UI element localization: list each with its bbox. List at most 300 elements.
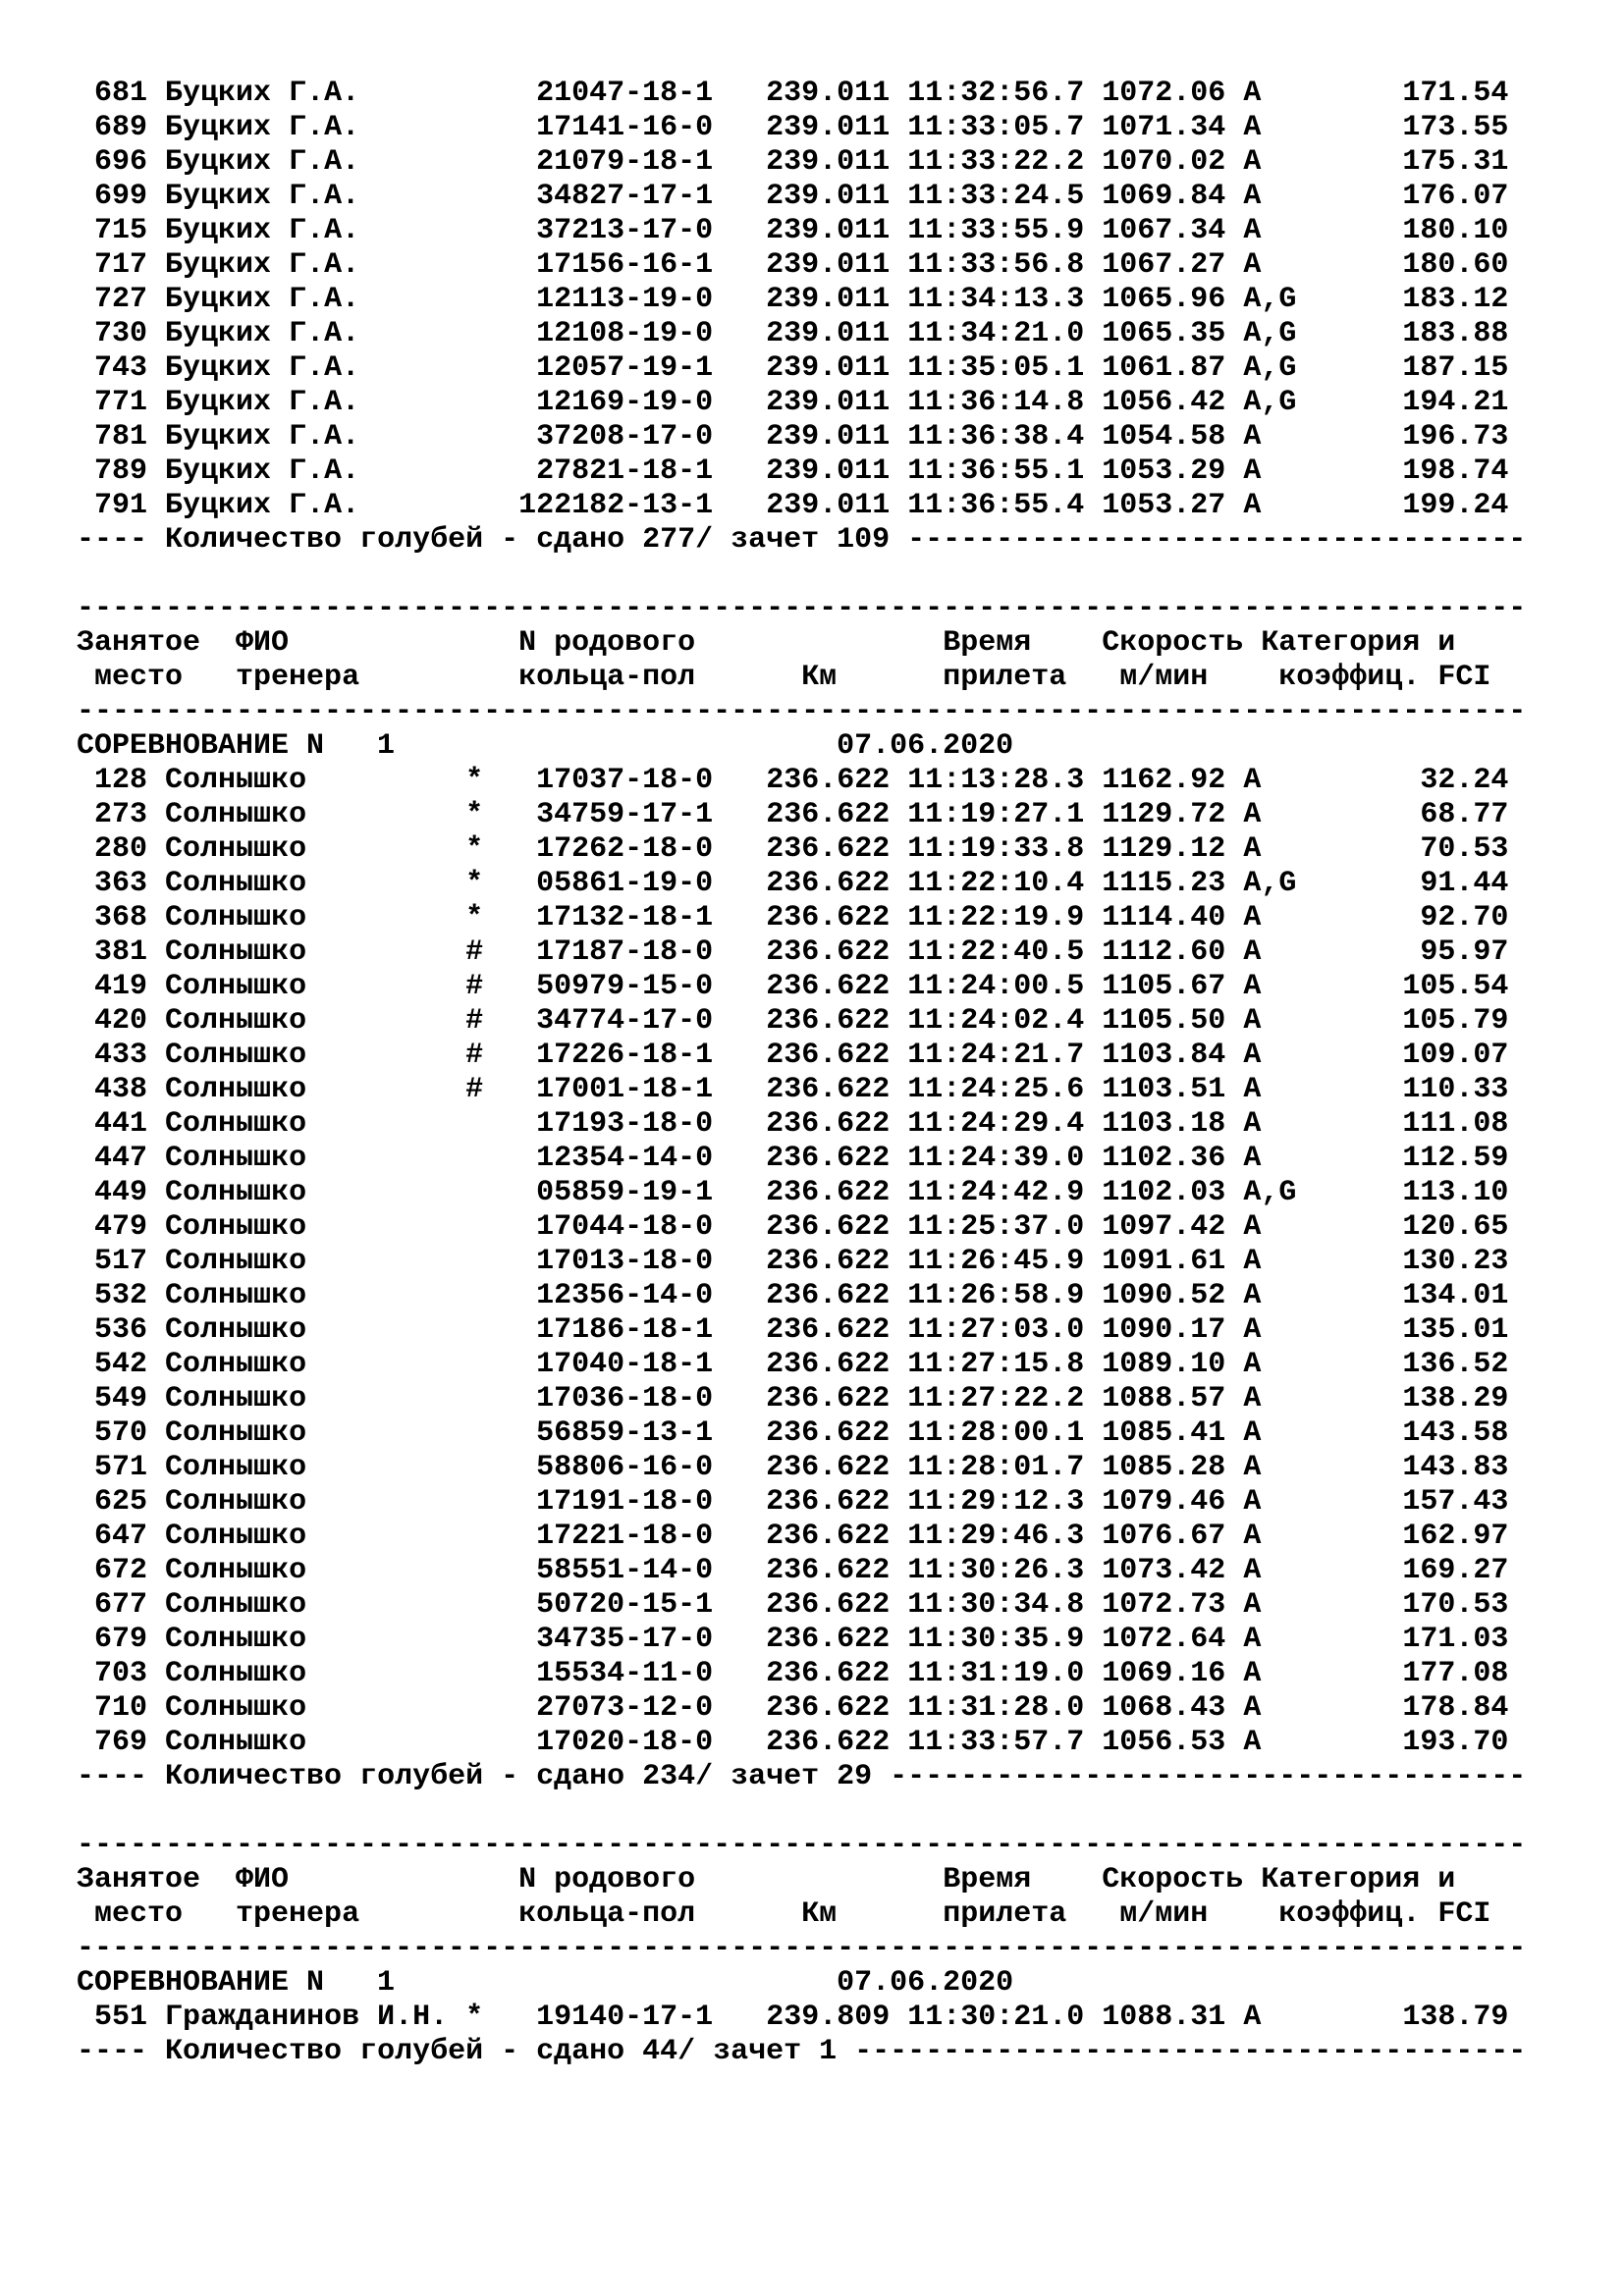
row-category: A <box>1243 1039 1315 1072</box>
table-row <box>77 1485 1526 1520</box>
table-row <box>77 1588 1526 1623</box>
row-ring: 37208-17-0 <box>536 420 714 454</box>
col-speed-header: м/мин <box>1119 1897 1209 1931</box>
row-place: 368 <box>94 901 148 934</box>
row-category: A <box>1243 145 1315 179</box>
row-place: 551 <box>94 2001 148 2034</box>
row-km: 239.011 <box>766 351 891 385</box>
row-km: 236.622 <box>766 1451 891 1484</box>
row-coefficient: 134.01 <box>1402 1279 1509 1312</box>
row-coefficient: 171.03 <box>1402 1623 1509 1656</box>
row-ring: 05861-19-0 <box>536 867 714 900</box>
row-ring: 34827-17-1 <box>536 180 714 213</box>
row-speed: 1097.42 <box>1102 1210 1226 1244</box>
table-header-line-2 <box>77 661 1526 695</box>
row-speed: 1115.23 <box>1102 867 1226 900</box>
table-row <box>77 145 1526 180</box>
summary-line <box>77 2035 1526 2069</box>
row-place: 689 <box>94 111 148 144</box>
row-time: 11:24:21.7 <box>907 1039 1085 1072</box>
row-speed: 1114.40 <box>1102 901 1226 934</box>
row-time: 11:26:58.9 <box>907 1279 1085 1312</box>
row-place: 438 <box>94 1073 148 1106</box>
row-trainer: Буцких Г.А. <box>165 111 360 144</box>
col-speed-header: Скорость <box>1102 626 1244 660</box>
col-ring-header: кольца-пол <box>518 661 696 694</box>
row-speed: 1068.43 <box>1102 1691 1226 1725</box>
table-row <box>77 1142 1526 1176</box>
row-trainer: Солнышко <box>165 1313 307 1347</box>
row-time: 11:22:40.5 <box>907 935 1085 969</box>
row-speed: 1085.28 <box>1102 1451 1226 1484</box>
row-km: 239.011 <box>766 420 891 454</box>
row-km: 236.622 <box>766 764 891 797</box>
row-trainer: Солнышко <box>165 1142 307 1175</box>
row-km: 236.622 <box>766 970 891 1003</box>
row-km: 239.011 <box>766 454 891 488</box>
row-time: 11:29:12.3 <box>907 1485 1085 1519</box>
row-trainer: Солнышко <box>165 1176 307 1209</box>
row-category: A,G <box>1243 283 1315 316</box>
row-place: 280 <box>94 832 148 866</box>
row-category: A <box>1243 77 1315 110</box>
row-place: 447 <box>94 1142 148 1175</box>
row-place: 449 <box>94 1176 148 1209</box>
row-mark: # <box>465 970 484 1003</box>
row-km: 236.622 <box>766 1657 891 1690</box>
row-mark: # <box>465 1004 484 1038</box>
row-km: 239.011 <box>766 145 891 179</box>
row-coefficient: 92.70 <box>1420 901 1509 934</box>
row-km: 236.622 <box>766 1623 891 1656</box>
row-ring: 17193-18-0 <box>536 1107 714 1141</box>
row-time: 11:24:25.6 <box>907 1073 1085 1106</box>
table-row <box>77 1176 1526 1210</box>
row-category: A <box>1243 970 1315 1003</box>
row-category: A,G <box>1243 1176 1315 1209</box>
row-speed: 1069.16 <box>1102 1657 1226 1690</box>
row-place: 769 <box>94 1726 148 1759</box>
row-category: A <box>1243 2001 1315 2034</box>
row-trainer: Солнышко <box>165 867 307 900</box>
col-place-header: Занятое <box>77 626 201 660</box>
row-speed: 1162.92 <box>1102 764 1226 797</box>
pigeon-count-summary: Количество голубей - сдано 277/ зачет 109 <box>165 523 891 557</box>
row-mark: # <box>465 935 484 969</box>
row-category: A,G <box>1243 351 1315 385</box>
table-row <box>77 180 1526 214</box>
row-category: A <box>1243 111 1315 144</box>
row-trainer: Буцких Г.А. <box>165 180 360 213</box>
row-category: A <box>1243 1726 1315 1759</box>
row-trainer: Солнышко <box>165 1554 307 1587</box>
competition-date: 07.06.2020 <box>837 1966 1014 2000</box>
table-row <box>77 1039 1526 1073</box>
row-trainer: Буцких Г.А. <box>165 386 360 419</box>
row-coefficient: 138.29 <box>1402 1382 1509 1415</box>
summary-dash: -------------------------------------- <box>854 2035 1527 2068</box>
row-coefficient: 157.43 <box>1402 1485 1509 1519</box>
row-category: A <box>1243 1520 1315 1553</box>
row-coefficient: 162.97 <box>1402 1520 1509 1553</box>
report-sheet <box>77 77 1526 2069</box>
col-time-header: Время <box>943 626 1032 660</box>
row-speed: 1103.51 <box>1102 1073 1226 1106</box>
row-speed: 1065.96 <box>1102 283 1226 316</box>
row-ring: 17191-18-0 <box>536 1485 714 1519</box>
row-place: 419 <box>94 970 148 1003</box>
row-time: 11:27:03.0 <box>907 1313 1085 1347</box>
row-km: 236.622 <box>766 832 891 866</box>
row-ring: 17132-18-1 <box>536 901 714 934</box>
row-time: 11:33:22.2 <box>907 145 1085 179</box>
row-km: 236.622 <box>766 1416 891 1450</box>
row-ring: 27821-18-1 <box>536 454 714 488</box>
table-row <box>77 420 1526 454</box>
row-place: 771 <box>94 386 148 419</box>
table-row <box>77 1210 1526 1245</box>
table-row <box>77 798 1526 832</box>
col-category-header: Категория и <box>1261 1863 1456 1896</box>
row-ring: 50720-15-1 <box>536 1588 714 1622</box>
row-place: 571 <box>94 1451 148 1484</box>
table-row <box>77 1726 1526 1760</box>
row-trainer: Буцких Г.А. <box>165 214 360 247</box>
row-time: 11:24:42.9 <box>907 1176 1085 1209</box>
row-speed: 1069.84 <box>1102 180 1226 213</box>
row-km: 236.622 <box>766 1176 891 1209</box>
row-trainer: Солнышко <box>165 1451 307 1484</box>
row-place: 743 <box>94 351 148 385</box>
row-ring: 37213-17-0 <box>536 214 714 247</box>
row-category: A <box>1243 1451 1315 1484</box>
divider: ---------------------------------------------------------------------------------- <box>77 695 1527 728</box>
row-km: 236.622 <box>766 1142 891 1175</box>
row-speed: 1073.42 <box>1102 1554 1226 1587</box>
row-ring: 05859-19-1 <box>536 1176 714 1209</box>
row-category: A <box>1243 832 1315 866</box>
row-ring: 27073-12-0 <box>536 1691 714 1725</box>
row-place: 791 <box>94 489 148 522</box>
row-ring: 17001-18-1 <box>536 1073 714 1106</box>
col-trainer-header: тренера <box>236 1897 360 1931</box>
row-ring: 17221-18-0 <box>536 1520 714 1553</box>
row-trainer: Солнышко <box>165 798 307 831</box>
row-time: 11:33:57.7 <box>907 1726 1085 1759</box>
row-category: A <box>1243 1004 1315 1038</box>
row-coefficient: 199.24 <box>1402 489 1509 522</box>
row-km: 236.622 <box>766 798 891 831</box>
col-place-header: место <box>94 661 184 694</box>
table-row <box>77 901 1526 935</box>
row-speed: 1053.27 <box>1102 489 1226 522</box>
table-row <box>77 1245 1526 1279</box>
row-coefficient: 178.84 <box>1402 1691 1509 1725</box>
competition-line <box>77 729 1526 764</box>
col-category-header: Категория и <box>1261 626 1456 660</box>
row-coefficient: 70.53 <box>1420 832 1509 866</box>
row-km: 239.011 <box>766 180 891 213</box>
row-ring: 17226-18-1 <box>536 1039 714 1072</box>
row-time: 11:36:38.4 <box>907 420 1085 454</box>
row-coefficient: 183.12 <box>1402 283 1509 316</box>
row-speed: 1067.27 <box>1102 248 1226 282</box>
row-km: 236.622 <box>766 1313 891 1347</box>
row-time: 11:36:55.4 <box>907 489 1085 522</box>
row-time: 11:35:05.1 <box>907 351 1085 385</box>
row-place: 703 <box>94 1657 148 1690</box>
row-place: 696 <box>94 145 148 179</box>
row-time: 11:19:33.8 <box>907 832 1085 866</box>
row-trainer: Буцких Г.А. <box>165 420 360 454</box>
row-trainer: Солнышко <box>165 1245 307 1278</box>
row-trainer: Солнышко <box>165 1416 307 1450</box>
row-ring: 19140-17-1 <box>536 2001 714 2034</box>
row-coefficient: 180.60 <box>1402 248 1509 282</box>
row-time: 11:24:29.4 <box>907 1107 1085 1141</box>
row-speed: 1102.03 <box>1102 1176 1226 1209</box>
pigeon-count-summary: Количество голубей - сдано 44/ зачет 1 <box>165 2035 838 2068</box>
row-trainer: Солнышко <box>165 1107 307 1141</box>
row-time: 11:33:55.9 <box>907 214 1085 247</box>
row-speed: 1105.67 <box>1102 970 1226 1003</box>
row-speed: 1088.57 <box>1102 1382 1226 1415</box>
row-category: A <box>1243 1245 1315 1278</box>
row-place: 710 <box>94 1691 148 1725</box>
row-category: A <box>1243 1142 1315 1175</box>
table-row <box>77 970 1526 1004</box>
row-category: A <box>1243 489 1315 522</box>
row-category: A <box>1243 1623 1315 1656</box>
row-trainer: Буцких Г.А. <box>165 77 360 110</box>
row-time: 11:36:14.8 <box>907 386 1085 419</box>
row-place: 681 <box>94 77 148 110</box>
col-place-header: Занятое <box>77 1863 201 1896</box>
table-header-line-2 <box>77 1897 1526 1932</box>
row-ring: 122182-13-1 <box>518 489 714 522</box>
row-coefficient: 187.15 <box>1402 351 1509 385</box>
row-ring: 17037-18-0 <box>536 764 714 797</box>
competition-date: 07.06.2020 <box>837 729 1014 763</box>
row-coefficient: 180.10 <box>1402 214 1509 247</box>
row-coefficient: 113.10 <box>1402 1176 1509 1209</box>
row-coefficient: 110.33 <box>1402 1073 1509 1106</box>
row-speed: 1054.58 <box>1102 420 1226 454</box>
table-row <box>77 1348 1526 1382</box>
row-ring: 17020-18-0 <box>536 1726 714 1759</box>
row-speed: 1091.61 <box>1102 1245 1226 1278</box>
col-time-header: прилета <box>943 1897 1067 1931</box>
row-time: 11:33:05.7 <box>907 111 1085 144</box>
divider: ---------------------------------------------------------------------------------- <box>77 1932 1527 1965</box>
row-category: A <box>1243 935 1315 969</box>
row-place: 672 <box>94 1554 148 1587</box>
col-trainer-header: ФИО <box>236 626 290 660</box>
col-place-header: место <box>94 1897 184 1931</box>
row-time: 11:33:56.8 <box>907 248 1085 282</box>
row-time: 11:31:19.0 <box>907 1657 1085 1690</box>
row-time: 11:22:10.4 <box>907 867 1085 900</box>
competition-title: СОРЕВНОВАНИЕ N 1 <box>77 1966 396 2000</box>
row-time: 11:30:35.9 <box>907 1623 1085 1656</box>
row-coefficient: 95.97 <box>1420 935 1509 969</box>
row-category: A <box>1243 901 1315 934</box>
row-trainer: Солнышко <box>165 1039 307 1072</box>
summary-dash: ----------------------------------- <box>907 523 1527 557</box>
row-trainer: Солнышко <box>165 1073 307 1106</box>
row-coefficient: 138.79 <box>1402 2001 1509 2034</box>
col-speed-header: м/мин <box>1119 661 1209 694</box>
row-ring: 34774-17-0 <box>536 1004 714 1038</box>
table-row <box>77 248 1526 283</box>
row-coefficient: 68.77 <box>1420 798 1509 831</box>
row-km: 239.011 <box>766 317 891 350</box>
table-row <box>77 1004 1526 1039</box>
row-mark: # <box>465 1073 484 1106</box>
table-row <box>77 1691 1526 1726</box>
row-speed: 1072.73 <box>1102 1588 1226 1622</box>
row-trainer: Солнышко <box>165 901 307 934</box>
competition-line <box>77 1966 1526 2001</box>
row-time: 11:28:01.7 <box>907 1451 1085 1484</box>
row-category: A <box>1243 764 1315 797</box>
row-km: 236.622 <box>766 1004 891 1038</box>
row-trainer: Солнышко <box>165 764 307 797</box>
pigeon-count-summary: Количество голубей - сдано 234/ зачет 29 <box>165 1760 873 1793</box>
row-coefficient: 111.08 <box>1402 1107 1509 1141</box>
row-mark: * <box>465 2001 484 2034</box>
row-time: 11:28:00.1 <box>907 1416 1085 1450</box>
row-speed: 1053.29 <box>1102 454 1226 488</box>
row-time: 11:25:37.0 <box>907 1210 1085 1244</box>
row-time: 11:31:28.0 <box>907 1691 1085 1725</box>
row-km: 236.622 <box>766 1210 891 1244</box>
row-category: A <box>1243 1416 1315 1450</box>
row-speed: 1103.18 <box>1102 1107 1226 1141</box>
row-speed: 1065.35 <box>1102 317 1226 350</box>
row-place: 420 <box>94 1004 148 1038</box>
row-km: 236.622 <box>766 1520 891 1553</box>
col-km-header: Км <box>801 661 838 694</box>
row-km: 236.622 <box>766 1245 891 1278</box>
col-speed-header: Скорость <box>1102 1863 1244 1896</box>
row-place: 679 <box>94 1623 148 1656</box>
row-km: 239.011 <box>766 77 891 110</box>
row-coefficient: 177.08 <box>1402 1657 1509 1690</box>
row-category: A,G <box>1243 317 1315 350</box>
col-category-header: коэффиц. FCI <box>1278 661 1491 694</box>
row-km: 236.622 <box>766 935 891 969</box>
row-speed: 1079.46 <box>1102 1485 1226 1519</box>
row-trainer: Солнышко <box>165 1520 307 1553</box>
row-speed: 1090.17 <box>1102 1313 1226 1347</box>
row-time: 11:36:55.1 <box>907 454 1085 488</box>
row-category: A <box>1243 420 1315 454</box>
row-coefficient: 109.07 <box>1402 1039 1509 1072</box>
row-place: 727 <box>94 283 148 316</box>
row-time: 11:24:00.5 <box>907 970 1085 1003</box>
row-km: 236.622 <box>766 1691 891 1725</box>
row-mark: * <box>465 867 484 900</box>
table-row <box>77 764 1526 798</box>
table-row <box>77 1416 1526 1451</box>
row-trainer: Буцких Г.А. <box>165 351 360 385</box>
row-speed: 1076.67 <box>1102 1520 1226 1553</box>
row-trainer: Гражданинов И.Н. <box>165 2001 449 2034</box>
row-trainer: Буцких Г.А. <box>165 489 360 522</box>
table-row <box>77 214 1526 248</box>
col-time-header: Время <box>943 1863 1032 1896</box>
table-row <box>77 1279 1526 1313</box>
row-trainer: Солнышко <box>165 1588 307 1622</box>
row-km: 236.622 <box>766 1726 891 1759</box>
row-ring: 21079-18-1 <box>536 145 714 179</box>
row-time: 11:33:24.5 <box>907 180 1085 213</box>
row-place: 677 <box>94 1588 148 1622</box>
row-speed: 1072.64 <box>1102 1623 1226 1656</box>
row-time: 11:24:39.0 <box>907 1142 1085 1175</box>
row-trainer: Солнышко <box>165 1623 307 1656</box>
row-km: 236.622 <box>766 901 891 934</box>
row-trainer: Солнышко <box>165 1726 307 1759</box>
row-category: A <box>1243 1554 1315 1587</box>
row-speed: 1129.72 <box>1102 798 1226 831</box>
row-place: 273 <box>94 798 148 831</box>
row-category: A <box>1243 1382 1315 1415</box>
summary-dash: ------------------------------------ <box>890 1760 1527 1793</box>
row-category: A <box>1243 180 1315 213</box>
row-place: 536 <box>94 1313 148 1347</box>
table-row <box>77 351 1526 386</box>
table-row <box>77 1623 1526 1657</box>
row-coefficient: 105.54 <box>1402 970 1509 1003</box>
table-row <box>77 867 1526 901</box>
row-coefficient: 175.31 <box>1402 145 1509 179</box>
row-ring: 17262-18-0 <box>536 832 714 866</box>
row-ring: 34759-17-1 <box>536 798 714 831</box>
row-place: 647 <box>94 1520 148 1553</box>
row-place: 717 <box>94 248 148 282</box>
table-row <box>77 111 1526 145</box>
table-row <box>77 935 1526 970</box>
row-coefficient: 130.23 <box>1402 1245 1509 1278</box>
row-ring: 17036-18-0 <box>536 1382 714 1415</box>
row-speed: 1072.06 <box>1102 77 1226 110</box>
row-speed: 1061.87 <box>1102 351 1226 385</box>
row-time: 11:30:34.8 <box>907 1588 1085 1622</box>
row-km: 236.622 <box>766 1382 891 1415</box>
row-trainer: Солнышко <box>165 1657 307 1690</box>
row-place: 433 <box>94 1039 148 1072</box>
spacer <box>77 558 1526 592</box>
row-speed: 1071.34 <box>1102 111 1226 144</box>
row-mark: * <box>465 832 484 866</box>
row-ring: 21047-18-1 <box>536 77 714 110</box>
row-time: 11:34:21.0 <box>907 317 1085 350</box>
row-ring: 58806-16-0 <box>536 1451 714 1484</box>
row-coefficient: 198.74 <box>1402 454 1509 488</box>
row-ring: 15534-11-0 <box>536 1657 714 1690</box>
row-trainer: Буцких Г.А. <box>165 283 360 316</box>
row-trainer: Солнышко <box>165 1210 307 1244</box>
row-coefficient: 193.70 <box>1402 1726 1509 1759</box>
col-ring-header: N родового <box>518 626 696 660</box>
row-mark: # <box>465 1039 484 1072</box>
row-place: 517 <box>94 1245 148 1278</box>
table-row <box>77 1451 1526 1485</box>
competition-title: СОРЕВНОВАНИЕ N 1 <box>77 729 396 763</box>
table-row <box>77 1520 1526 1554</box>
